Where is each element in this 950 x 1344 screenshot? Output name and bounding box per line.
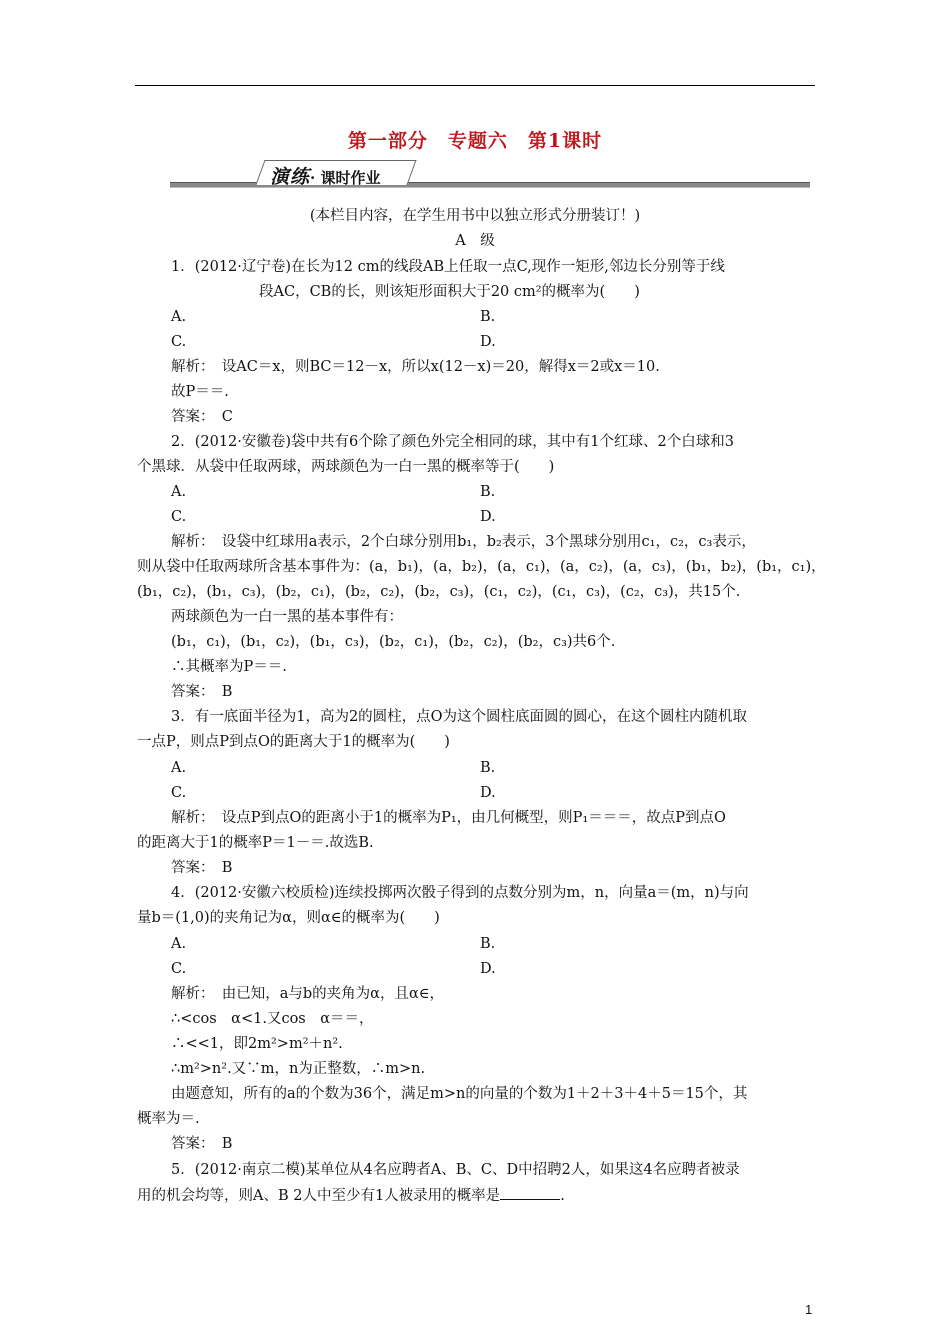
answer-blank: [500, 1185, 560, 1200]
problem-1-stem-line-2: 段AC，CB的长，则该矩形面积大于20 cm²的概率为( ): [259, 284, 640, 300]
problem-2-option-d: D.: [480, 509, 496, 525]
problem-1-option-b: B.: [480, 309, 496, 325]
problem-4-option-c: C.: [171, 961, 187, 977]
problem-2-solution-line-4: 两球颜色为一白一黑的基本事件有：: [171, 609, 403, 625]
problem-2-answer: 答案： B: [171, 684, 233, 700]
problem-1-solution-line-2: 故P＝＝.: [171, 384, 229, 400]
problem-3-option-b: B.: [480, 760, 496, 776]
problem-3-solution-line-1: 解析： 设点P到点O的距离小于1的概率为P₁，由几何概型，则P₁＝＝＝，故点P到点O: [171, 810, 726, 826]
problem-4-solution-line-2: ∴<cos α<1.又cos α＝＝，: [171, 1011, 374, 1027]
problem-5-end-period: .: [560, 1188, 565, 1204]
problem-1-answer: 答案： C: [171, 409, 233, 425]
problem-1-stem-line-1: 1．(2012·辽宁卷)在长为12 cm的线段AB上任取一点C,现作一矩形,邻边长分别等于线: [171, 259, 725, 275]
banner-caption: · 课时作业: [310, 169, 381, 187]
problem-1-option-d: D.: [480, 334, 496, 350]
problem-3-option-c: C.: [171, 785, 187, 801]
problem-4-solution-line-5: 由题意知，所有的a的个数为36个，满足m>n的向量的个数为1＋2＋3＋4＋5＝15个，其: [171, 1086, 748, 1102]
problem-1-solution-line-1: 解析： 设AC＝x，则BC＝12－x，所以x(12－x)＝20，解得x＝2或x＝10.: [171, 359, 660, 375]
problem-4-answer: 答案： B: [171, 1136, 233, 1152]
problem-2-solution-line-2: 则从袋中任取两球所含基本事件为：(a，b₁)，(a，b₂)，(a，c₁)，(a，c₂)，(a，c₃)，(b₁，b₂)，(b₁，c₁)，: [137, 559, 826, 575]
problem-2-option-b: B.: [480, 484, 496, 500]
banner-script: 演练: [270, 166, 311, 188]
problem-3-stem-line-2: 一点P，则点P到点O的距离大于1的概率为( ): [137, 734, 450, 750]
problem-1-option-a: A.: [171, 309, 187, 325]
problem-1-option-c: C.: [171, 334, 187, 350]
problem-4-solution-line-1: 解析： 由已知，a与b的夹角为α，且α∈，: [171, 986, 444, 1002]
page-number: 1: [805, 1302, 813, 1317]
problem-2-solution-line-1: 解析： 设袋中红球用a表示，2个白球分别用b₁，b₂表示，3个黑球分别用c₁，c₂，c₃表示，: [171, 534, 756, 550]
problem-4-option-d: D.: [480, 961, 496, 977]
problem-4-option-b: B.: [480, 936, 496, 952]
problem-3-option-a: A.: [171, 760, 187, 776]
problem-4-solution-line-6: 概率为＝.: [137, 1111, 200, 1127]
notice: (本栏目内容，在学生用书中以独立形式分册装订！): [309, 208, 641, 224]
problem-3-answer: 答案： B: [171, 860, 233, 876]
problem-3-stem-line-1: 3．有一底面半径为1，高为2的圆柱，点O为这个圆柱底面圆的圆心，在这个圆柱内随机取: [171, 709, 748, 725]
problem-2-solution-line-5: (b₁，c₁)，(b₁，c₂)，(b₁，c₃)，(b₂，c₁)，(b₂，c₂)，(b₂，c₃)共6个.: [171, 634, 616, 650]
problem-3-option-d: D.: [480, 785, 496, 801]
problem-5-stem-line-1: 5．(2012·南京二模)某单位从4名应聘者A、B、C、D中招聘2人，如果这4名应聘者被录: [171, 1162, 740, 1178]
problem-2-option-a: A.: [171, 484, 187, 500]
problem-5-stem-text: 用的机会均等，则A、B 2人中至少有1人被录用的概率是: [137, 1188, 501, 1204]
header-rule: [135, 85, 815, 86]
problem-2-solution-line-6: ∴其概率为P＝＝.: [171, 659, 287, 675]
section-banner: [170, 160, 810, 190]
level-heading: A 级: [455, 233, 495, 249]
problem-2-stem-line-2: 个黑球．从袋中任取两球，两球颜色为一白一黑的概率等于( ): [137, 459, 555, 475]
problem-2-stem-line-1: 2．(2012·安徽卷)袋中共有6个除了颜色外完全相同的球，其中有1个红球、2个白球和3: [171, 434, 734, 450]
page-title: 第一部分 专题六 第1课时: [347, 130, 603, 152]
problem-4-solution-line-3: ∴<<1，即2m²>m²＋n².: [171, 1036, 343, 1052]
problem-2-solution-line-3: (b₁，c₂)，(b₁，c₃)，(b₂，c₁)，(b₂，c₂)，(b₂，c₃)，(c₁，c₂)，(c₁，c₃)，(c₂，c₃)，共15个.: [137, 584, 741, 600]
problem-4-option-a: A.: [171, 936, 187, 952]
problem-4-stem-line-2: 量b＝(1,0)的夹角记为α，则α∈的概率为( ): [137, 910, 440, 926]
banner-label: [270, 162, 410, 189]
problem-5-stem-line-2: [137, 1185, 565, 1206]
problem-4-stem-line-1: 4．(2012·安徽六校质检)连续投掷两次骰子得到的点数分别为m，n，向量a＝(m，n)与向: [171, 885, 749, 901]
problem-3-solution-line-2: 的距离大于1的概率P＝1－＝.故选B.: [137, 835, 374, 851]
problem-2-option-c: C.: [171, 509, 187, 525]
problem-4-solution-line-4: ∴m²>n².又∵m，n为正整数，∴m>n.: [171, 1061, 426, 1077]
